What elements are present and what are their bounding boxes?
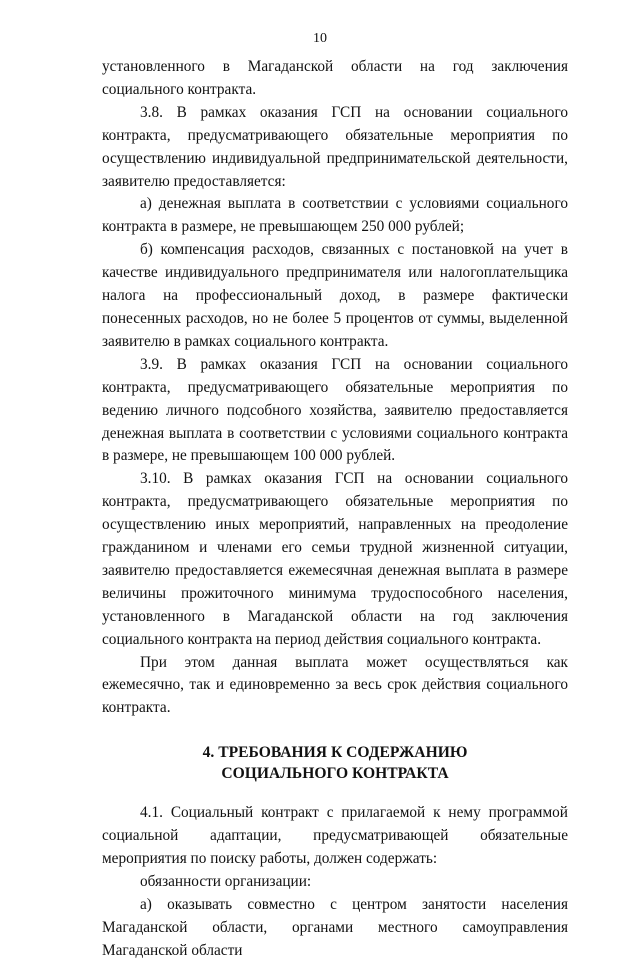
paragraph-4-1: 4.1. Социальный контракт с прилагаемой к нему программой социальной адаптации, предусматривающей обязательные мероприятия по поиску работы, должен содержать: — [102, 804, 568, 868]
paragraph-3-8: 3.8. В рамках оказания ГСП на основании социального контракта, предусматривающего обязательные мероприятия по осуществлению индивидуальной предпринимательской деятельности, заявителю предоставляется: — [102, 103, 568, 190]
section-heading-line-1: 4. ТРЕБОВАНИЯ К СОДЕРЖАНИЮ — [202, 744, 468, 762]
paragraph-3-10: 3.10. В рамках оказания ГСП на основании социального контракта, предусматривающего обязательные мероприятия по осуществлению иных мероприятий, направленных на преодоление гражданином и членами его семьи трудной жизненной ситуации, заявителю предоставляется ежемесячная денежная выплата в размере величины прожиточного минимума трудоспособного населения, установленного в Магаданской области на год заключения социального контракта на период действия социального контракта. — [102, 470, 568, 648]
section-heading — [102, 742, 568, 784]
paragraph-3-8-a: а) денежная выплата в соответствии с условиями социального контракта в размере, не превышающем 250 000 рублей; — [102, 195, 568, 236]
paragraph-3-9: 3.9. В рамках оказания ГСП на основании социального контракта, предусматривающего обязательные мероприятия по ведению личного подсобного хозяйства, заявителю предоставляется денежная выплата в соответствии с условиями социального контракта в размере, не превышающем 100 000 рублей. — [102, 355, 568, 465]
document-body — [102, 56, 568, 963]
paragraph-org-obligations: обязанности организации: — [140, 873, 312, 890]
paragraph-continuation: установленного в Магаданской области на год заключения социального контракта. — [102, 58, 568, 98]
page-number: 10 — [313, 31, 327, 46]
section-heading-line-2: СОЦИАЛЬНОГО КОНТРАКТА — [221, 765, 449, 783]
paragraph-3-8-b: б) компенсация расходов, связанных с постановкой на учет в качестве индивидуального предпринимателя или налогоплательщика налога на профессиональный доход, в размере фактически понесенных расходов, но не более 5 процентов от суммы, выделенной заявителю в рамках социального контракта. — [102, 241, 568, 350]
paragraph-payment-note: При этом данная выплата может осуществляться как ежемесячно, так и единовременно за весь срок действия социального контракта. — [102, 653, 568, 717]
paragraph-4-1-a: а) оказывать совместно с центром занятости населения Магаданской области, органами местного самоуправления Магаданской области — [102, 895, 568, 959]
